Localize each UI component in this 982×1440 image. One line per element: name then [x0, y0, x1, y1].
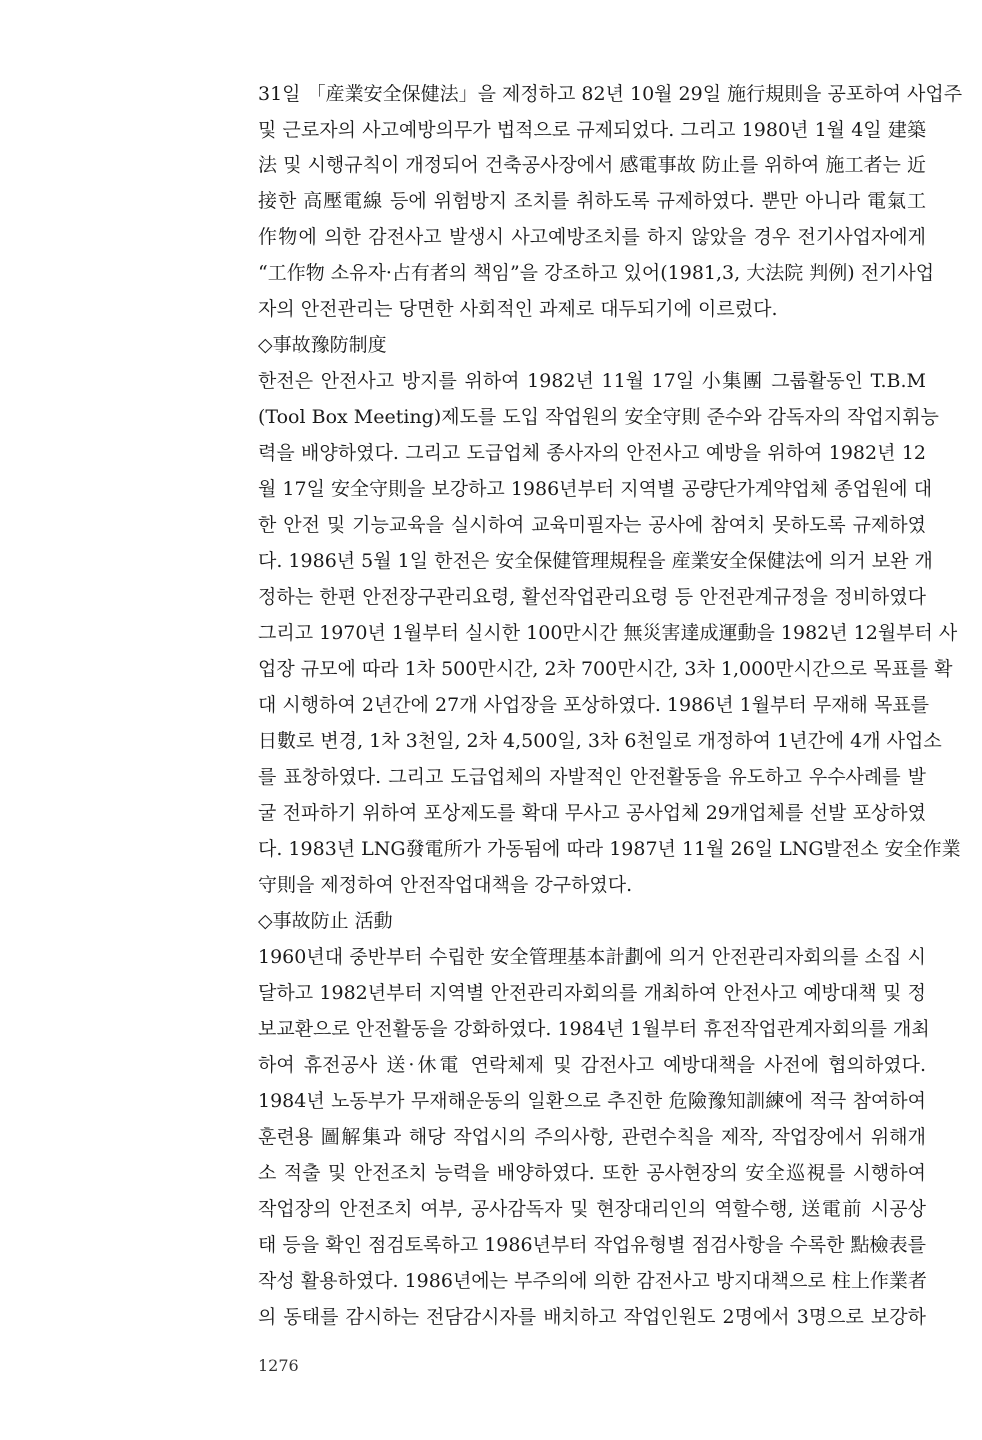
section-heading-accident-prevention-activities: ◇事故防止 活動 [258, 910, 393, 932]
body-text-line: 력을 배양하였다. 그리고 도급업체 종사자의 안전사고 예방을 위하여 1982년 12 [258, 442, 926, 464]
body-text-line: 그리고 1970년 1월부터 실시한 100만시간 無災害達成運動을 1982년 12월부터 사 [258, 622, 958, 644]
body-text-line: 태 등을 확인 점검토록하고 1986년부터 작업유형별 점검사항을 수록한 點檢表를 [258, 1234, 926, 1256]
body-text-line: 法 및 시행규칙이 개정되어 건축공사장에서 感電事故 防止를 위하여 施工者는 近 [258, 154, 926, 176]
body-text-line: 작업장의 안전조치 여부, 공사감독자 및 현장대리인의 역할수행, 送電前 시공상 [258, 1198, 926, 1220]
body-text-line: 소 적출 및 안전조치 능력을 배양하였다. 또한 공사현장의 安全巡視를 시행하여 [258, 1162, 926, 1184]
body-text-line: 보교환으로 안전활동을 강화하였다. 1984년 1월부터 휴전작업관계자회의를 개최 [258, 1018, 930, 1040]
page-number: 1276 [258, 1356, 299, 1375]
body-text-line: 월 17일 安全守則을 보강하고 1986년부터 지역별 공량단가계약업체 종업원에 대 [258, 478, 933, 500]
body-text-line: 의 동태를 감시하는 전담감시자를 배치하고 작업인원도 2명에서 3명으로 보강하 [258, 1306, 926, 1328]
body-text-line: 31일 「産業安全保健法」을 제정하고 82년 10월 29일 施行規則을 공포하여 사업주 [258, 83, 963, 105]
body-text-line: 다. 1986년 5월 1일 한전은 安全保健管理規程을 産業安全保健法에 의거 보완 개 [258, 550, 933, 572]
body-text-line: 업장 규모에 따라 1차 500만시간, 2차 700만시간, 3차 1,000만시간으로 목표를 확 [258, 658, 953, 680]
body-text-line: 작성 활용하였다. 1986년에는 부주의에 의한 감전사고 방지대책으로 柱上作業者 [258, 1270, 927, 1292]
body-text-line: 1960년대 중반부터 수립한 安全管理基本計劃에 의거 안전관리자회의를 소집 시 [258, 946, 926, 968]
body-text-line: 接한 高壓電線 등에 위험방지 조치를 취하도록 규제하였다. 뿐만 아니라 電氣工 [258, 190, 926, 212]
body-text-line: 한전은 안전사고 방지를 위하여 1982년 11월 17일 小集團 그룹활동인 T.B.M [258, 370, 926, 392]
body-text-line: (Tool Box Meeting)제도를 도입 작업원의 安全守則 준수와 감독자의 작업지휘능 [258, 406, 939, 428]
body-text-line: 자의 안전관리는 당면한 사회적인 과제로 대두되기에 이르렀다. [258, 298, 778, 320]
body-text-line: 다. 1983년 LNG發電所가 가동됨에 따라 1987년 11월 26일 LNG발전소 安全作業 [258, 838, 961, 860]
body-text-line: 日數로 변경, 1차 3천일, 2차 4,500일, 3차 6천일로 개정하여 1년간에 4개 사업소 [258, 730, 942, 752]
body-text-line: 정하는 한편 안전장구관리요령, 활선작업관리요령 등 안전관계규정을 정비하였다 [258, 586, 926, 608]
body-text-line: 하여 휴전공사 送·休電 연락체제 및 감전사고 예방대책을 사전에 협의하였다. [258, 1054, 926, 1076]
body-text-line: 한 안전 및 기능교육을 실시하여 교육미필자는 공사에 참여치 못하도록 규제하였 [258, 514, 926, 536]
body-text-line: 달하고 1982년부터 지역별 안전관리자회의를 개최하여 안전사고 예방대책 및 정 [258, 982, 926, 1004]
body-text-line: 作物에 의한 감전사고 발생시 사고예방조치를 하지 않았을 경우 전기사업자에게 [258, 226, 926, 248]
body-text-line: 1984년 노동부가 무재해운동의 일환으로 추진한 危險豫知訓練에 적극 참여하여 [258, 1090, 926, 1112]
body-text-line: 및 근로자의 사고예방의무가 법적으로 규제되었다. 그리고 1980년 1월 4일 建築 [258, 119, 926, 141]
body-text-line: 를 표창하였다. 그리고 도급업체의 자발적인 안전활동을 유도하고 우수사례를 발 [258, 766, 926, 788]
body-text-line: “工作物 소유자·占有者의 책임”을 강조하고 있어(1981,3, 大法院 判例) 전기사업 [258, 262, 935, 284]
body-text-line: 대 시행하여 2년간에 27개 사업장을 포상하였다. 1986년 1월부터 무재해 목표를 [258, 694, 930, 716]
body-text-line: 훈련용 圖解集과 해당 작업시의 주의사항, 관련수칙을 제작, 작업장에서 위해개 [258, 1126, 926, 1148]
body-text-line: 굴 전파하기 위하여 포상제도를 확대 무사고 공사업체 29개업체를 선발 포상하였 [258, 802, 926, 824]
section-heading-accident-prevention-system: ◇事故豫防制度 [258, 334, 387, 356]
body-text-line: 守則을 제정하여 안전작업대책을 강구하였다. [258, 874, 633, 896]
